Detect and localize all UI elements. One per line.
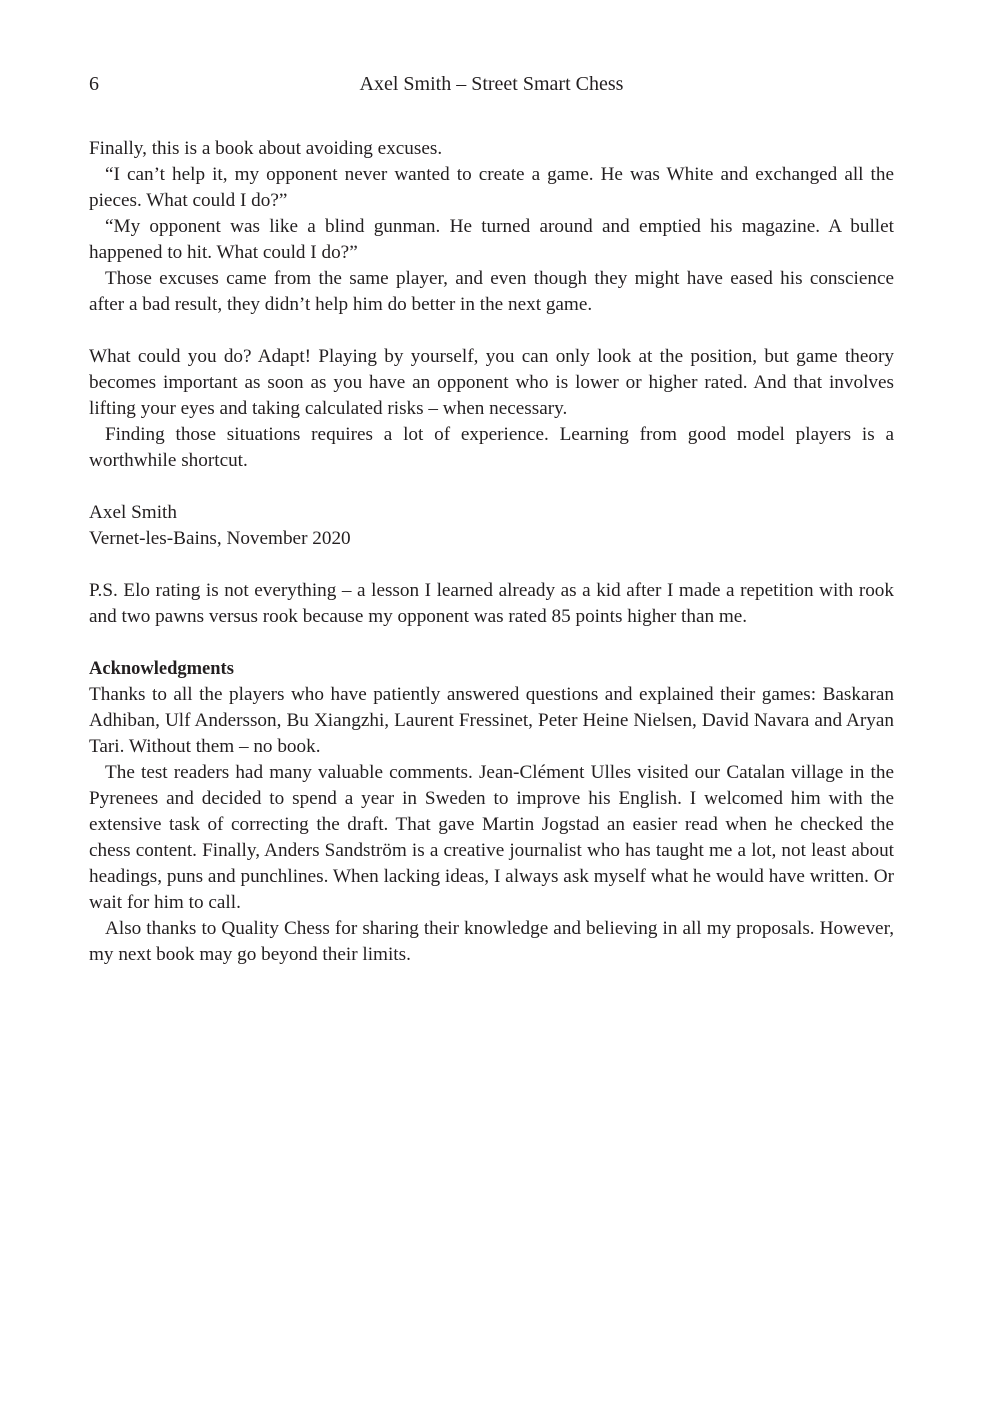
paragraph-intro: Finally, this is a book about avoiding excuses. — [89, 138, 443, 159]
acknowledgments-paragraph-players: Thanks to all the players who have patiently answered questions and explained their games: Baskaran Adhiban, Ulf Andersson, Bu Xiangzhi, Laurent Fressinet, Peter Heine Nielsen, David Navara and Aryan Tari. Without them – no book. — [89, 684, 894, 757]
paragraph-excuses-conclusion: Those excuses came from the same player, and even though they might have eased his conscience after a bad result, they didn’t help him do better in the next game. — [89, 268, 894, 315]
running-title: Axel Smith – Street Smart Chess — [359, 73, 624, 95]
postscript: P.S. Elo rating is not everything – a lesson I learned already as a kid after I made a repetition with rook and two pawns versus rook because my opponent was rated 85 points higher than me. — [89, 580, 894, 627]
paragraph-excuse-one: “I can’t help it, my opponent never wanted to create a game. He was White and exchanged all the pieces. What could I do?” — [89, 164, 894, 211]
acknowledgments-paragraph-readers: The test readers had many valuable comments. Jean-Clément Ulles visited our Catalan village in the Pyrenees and decided to spend a year in Sweden to improve his English. I welcomed him with the extensive task of correcting the draft. That gave Martin Jogstad an easier read when he checked the chess content. Finally, Anders Sandström is a creative journalist who has taught me a lot, not least about headings, puns and punchlines. When lacking ideas, I always ask myself what he would have written. Or wait for him to call. — [89, 762, 894, 913]
page-number: 6 — [89, 73, 99, 95]
acknowledgments-heading: Acknowledgments — [89, 659, 234, 679]
paragraph-shortcut: Finding those situations requires a lot of experience. Learning from good model players is a worthwhile shortcut. — [89, 424, 894, 471]
paragraph-excuse-two: “My opponent was like a blind gunman. He turned around and emptied his magazine. A bullet happened to hit. What could I do?” — [89, 216, 894, 263]
signature-place-date: Vernet-les-Bains, November 2020 — [89, 528, 351, 549]
running-head — [89, 70, 894, 98]
acknowledgments-paragraph-publisher: Also thanks to Quality Chess for sharing their knowledge and believing in all my proposals. However, my next book may go beyond their limits. — [89, 918, 894, 965]
paragraph-adapt: What could you do? Adapt! Playing by yourself, you can only look at the position, but game theory becomes important as soon as you have an opponent who is lower or higher rated. And that involves lifting your eyes and taking calculated risks – when necessary. — [89, 346, 894, 419]
page-body — [89, 136, 894, 968]
signature-name: Axel Smith — [89, 502, 177, 523]
